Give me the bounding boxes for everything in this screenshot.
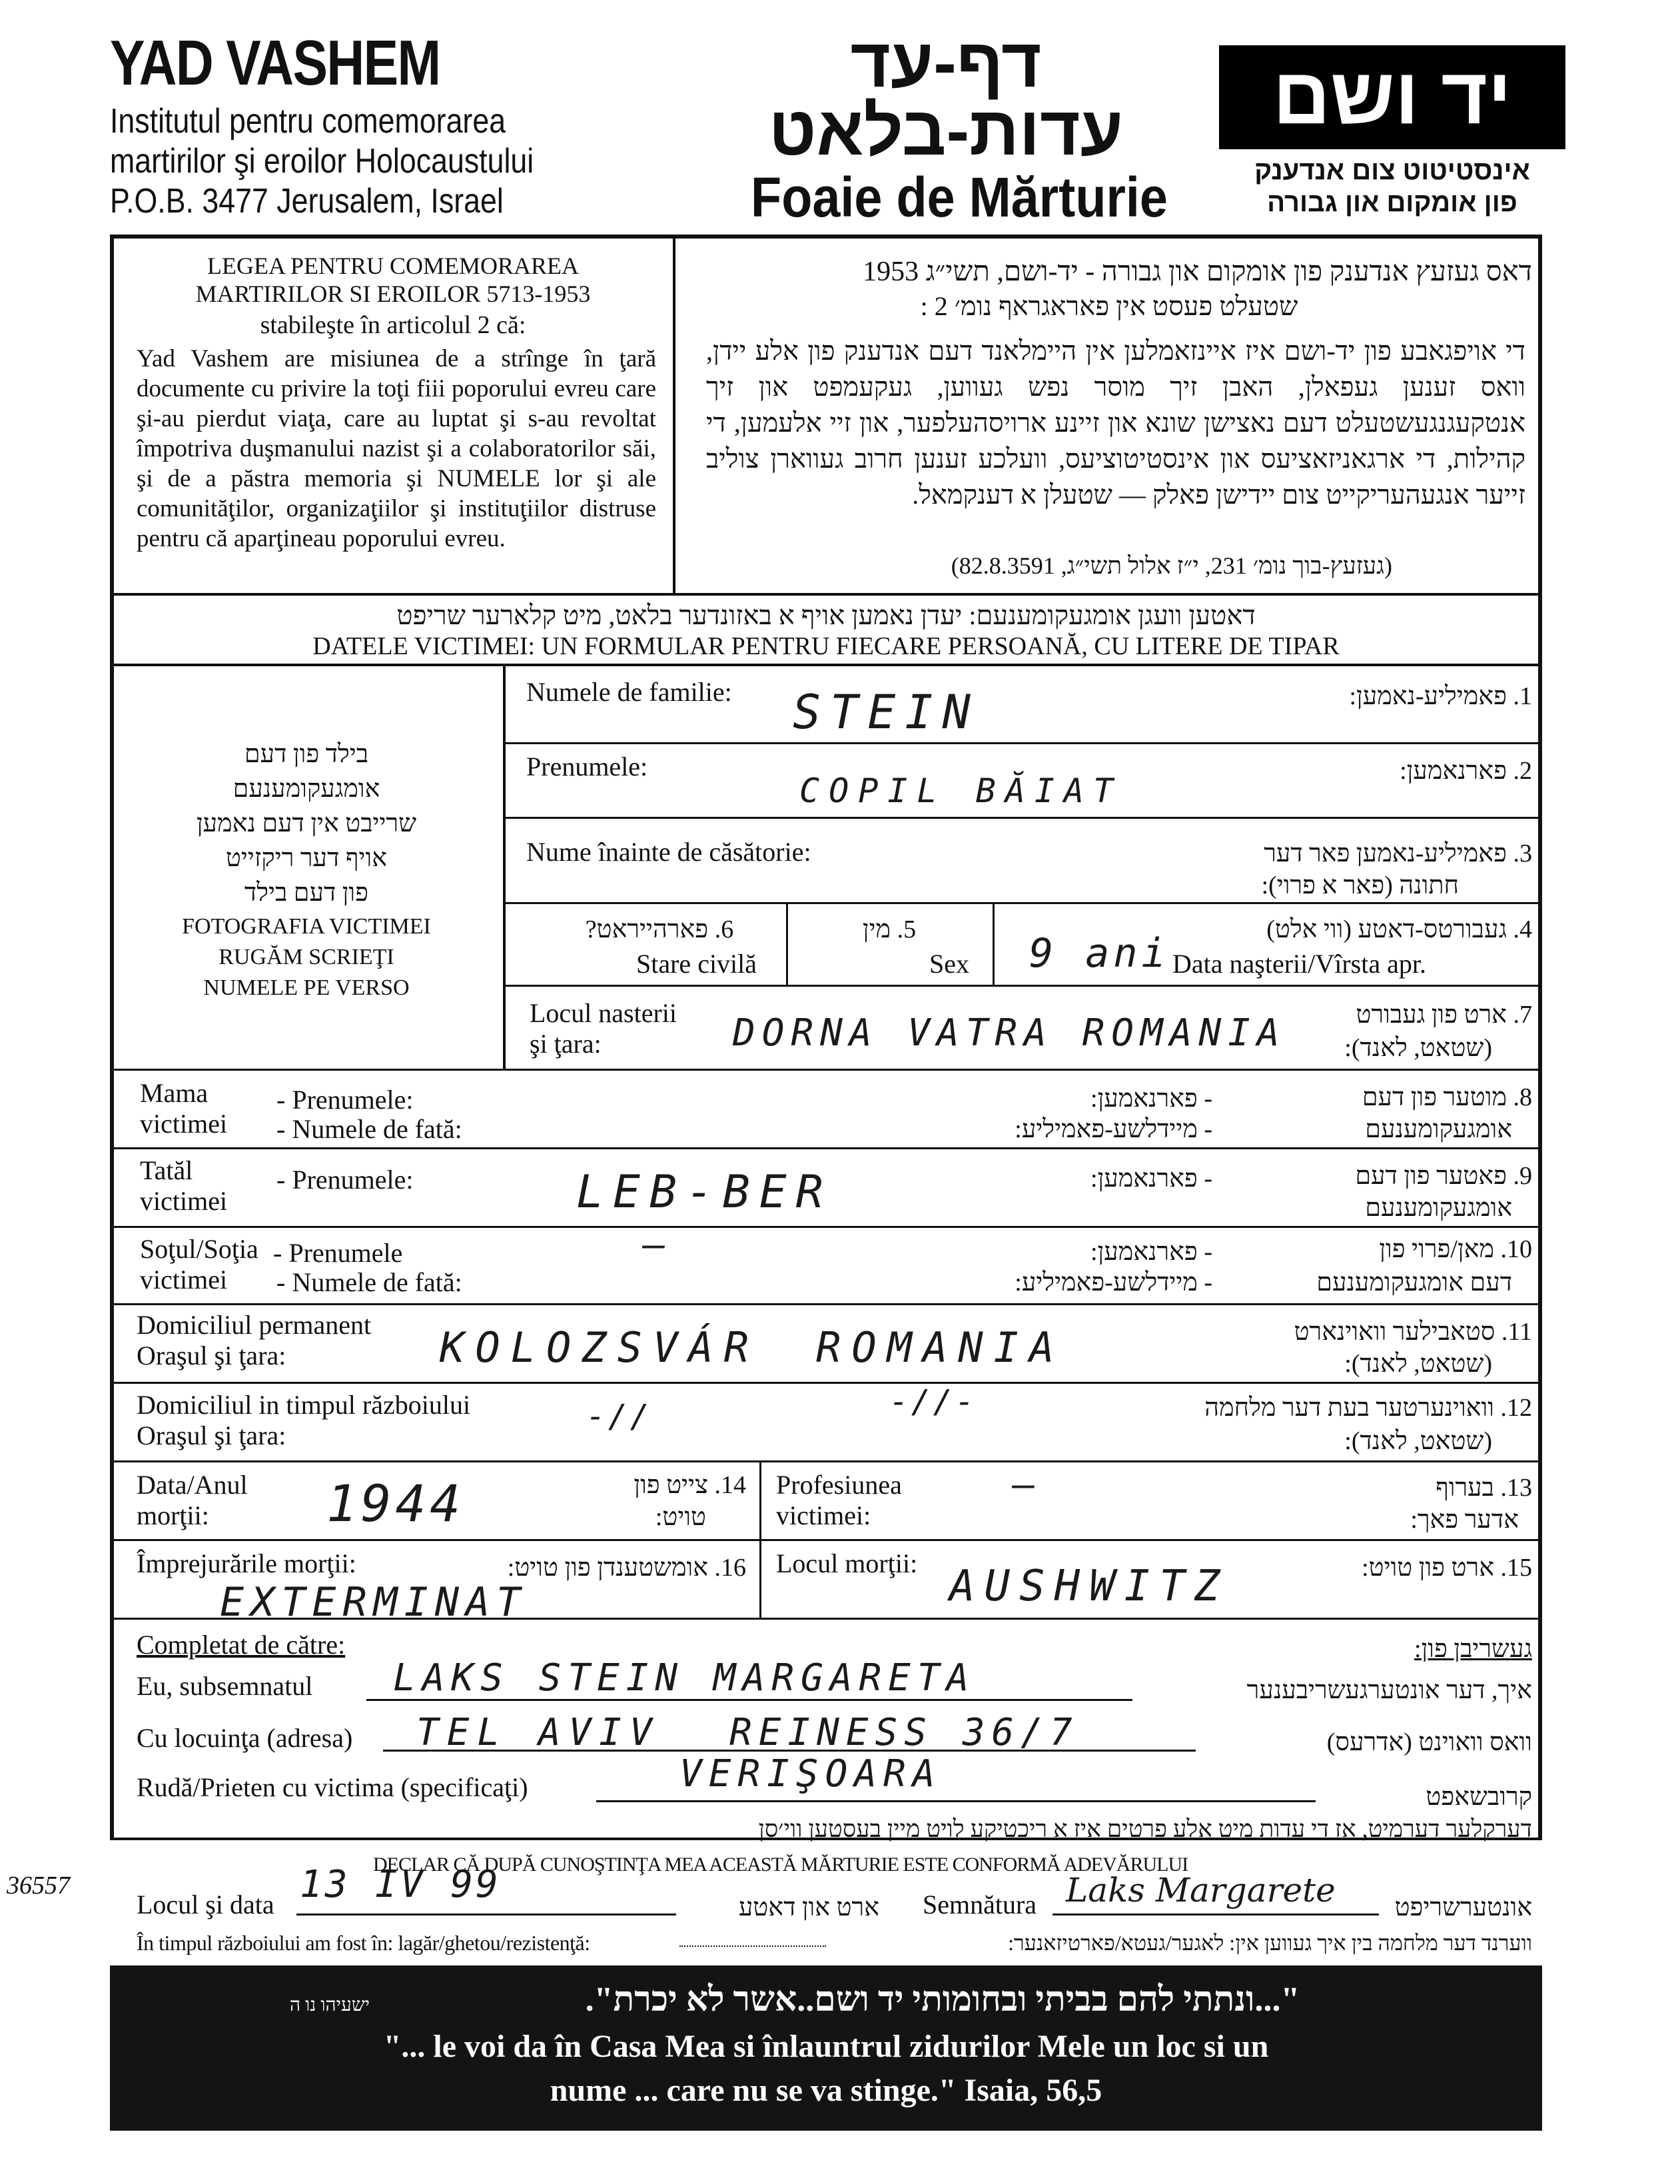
f11-label-ro-1: Domiciliul permanent — [137, 1310, 372, 1340]
f8-label-yi-a: - פארנאמען: — [1090, 1085, 1212, 1113]
f10-value[interactable]: — — [643, 1223, 665, 1267]
law-ro-title-3: stabileşte în articolul 2 că: — [260, 311, 526, 339]
f8-label-ro-a: Mama — [140, 1078, 209, 1108]
subsemnatul-value[interactable]: LAKS STEIN MARGARETA — [393, 1656, 976, 1700]
footer-ro-quote-2: nume ... care nu se va stinge." Isaia, 56,5 — [550, 2073, 1102, 2108]
footer-hebrew-quote: "...ונתתי להם בביתי ובחומותי יד ושם..אשר לא יכרת". — [585, 1981, 1300, 2019]
f16-label-ro: Împrejurările morţii: — [137, 1548, 356, 1578]
footer-hebrew-ref: ישעיהו נו ה — [290, 1995, 370, 2015]
yiddish-title-1: דף-עד — [850, 25, 1042, 102]
f7-label-yi-1: 7. ארט פון געבורט — [1356, 1001, 1532, 1029]
f3-label-yi-1: 3. פאמיליע-נאמען פאר דער — [1264, 839, 1532, 867]
f1-value[interactable]: STEIN — [793, 685, 980, 740]
f11-label-ro-2: Oraşul şi ţara: — [137, 1341, 286, 1370]
f12-label-ro-2: Oraşul şi ţara: — [137, 1420, 286, 1450]
place-date-value[interactable]: 13 IV 99 — [300, 1863, 501, 1906]
f12-value-a[interactable]: -// — [586, 1398, 652, 1435]
photo-yi-line-2: אומגעקומענעם — [232, 775, 380, 803]
f9-label-ro-c: - Prenumele: — [276, 1165, 414, 1195]
org-name: YAD VASHEM — [110, 27, 440, 99]
f8-label-ro-c: - Prenumele: — [276, 1085, 414, 1115]
law-yi-ref: (געזעץ-בוך נומ׳ 231, י״ז אלול תשי״ג, 82.8.3591) — [951, 552, 1392, 579]
wartime-label-ro: În timpul războiului am fost în: lagăr/ghetou/rezistenţă: — [137, 1931, 590, 1955]
f15-label-ro: Locul morţii: — [776, 1548, 918, 1578]
f10-label-yi-b: - מיידלשע-פאמיליע: — [1015, 1269, 1212, 1297]
f5-label-yi: 5. מין — [862, 915, 917, 943]
address-label: Cu locuinţa (adresa) — [137, 1723, 353, 1753]
declare-yi: דערקלער דערמיט, אז די עדות מיט אלע פרטים איז א ריכטיקע לויט מיין בעסטען ווי׳סן — [758, 1816, 1532, 1842]
f2-label-yi: 2. פארנאמען: — [1400, 757, 1532, 785]
declare-ro: DECLAR CĂ DUPĂ CUNOŞTINŢA MEA ACEASTĂ MĂRTURIE ESTE CONFORMĂ ADEVĂRULUI — [373, 1854, 1188, 1876]
f8-label-ro-d: - Numele de fată: — [276, 1114, 462, 1144]
signature-value[interactable]: Laks Margarete — [1066, 1871, 1336, 1910]
f6-label-ro: Stare civilă — [636, 949, 757, 979]
f10-label-ro-b: victimei — [140, 1265, 228, 1295]
f10-label-yi-a: - פארנאמען: — [1090, 1238, 1212, 1266]
f3-label-yi-2: חתונה (פאר א פרוי): — [1261, 871, 1459, 899]
f10-label-yi-c: 10. מאן/פרוי פון — [1379, 1235, 1532, 1263]
photo-yi-line-3: שרייבט אין דעם נאמען — [196, 810, 417, 837]
f16-label-yi: 16. אומשטענדן פון טויט: — [507, 1554, 746, 1582]
f10-label-yi-d: דעם אומגעקומענעם — [1316, 1269, 1512, 1297]
margin-number: 36557 — [7, 1872, 70, 1900]
relation-line — [596, 1800, 1316, 1802]
f13-label-yi-1: 13. בערוף — [1436, 1474, 1532, 1502]
footer-ro-quote-1: "... le voi da în Casa Mea si înlauntrul zidurilor Mele un loc si un — [383, 2029, 1269, 2064]
f8-label-yi-b: - מיידלשע-פאמיליע: — [1015, 1115, 1212, 1143]
f2-label-ro: Prenumele: — [526, 752, 648, 782]
law-yi-body: די אויפגאבע פון יד-ושם איז איינזאמלען אין היימלאנד דעם אנדענק פון אלע יידן, וואס זענען געפאלן, האבן זיך מוסר נפש געווען, געקעמפט און זיך אנטקעגנגעשטעלט דעם נאצישן שונא און זיינע ארויסהעלפער, און זיי אלעמען, די קהילות, די ארגאניזאציעס און אינסטיטוציעס, וועלכע זענען חרוב געווארן צוליב זייער אנגעהעריקייט צום יידישן פאלק — שטעלן א דענקמאל. — [706, 336, 1525, 510]
f14-value[interactable]: 1944 — [326, 1474, 465, 1533]
f12-value-b[interactable]: -//- — [889, 1383, 977, 1420]
f15-label-yi: 15. ארט פון טויט: — [1362, 1554, 1532, 1582]
yad-vashem-logo — [1219, 45, 1565, 149]
f12-label-yi-1: 12. וואוינערטער בעת דער מלחמה — [1204, 1394, 1532, 1422]
victim-header-ro: DATELE VICTIMEI: UN FORMULAR PENTRU FIECARE PERSOANĂ, CU LITERE DE TIPAR — [312, 632, 1340, 660]
f4-value[interactable]: 9 ani — [1029, 930, 1170, 977]
relation-label: Rudă/Prieten cu victima (specificaţi) — [137, 1772, 528, 1802]
f14-label-ro-2: morţii: — [137, 1500, 209, 1530]
wartime-label-yi: ווערנד דער מלחמה בין איך געווען אין: לאגער/געטא/פארטיזאנער: — [1008, 1931, 1532, 1955]
f7-label-ro-1: Locul nasterii — [530, 998, 677, 1028]
f8-label-ro-b: victimei — [140, 1109, 228, 1139]
f15-value[interactable]: AUSHWITZ — [949, 1562, 1230, 1611]
place-date-line — [296, 1913, 676, 1915]
f13-label-yi-2: אדער פאך: — [1410, 1506, 1519, 1534]
address-street-value[interactable]: REINESS 36/7 — [729, 1711, 1079, 1754]
f13-value[interactable]: — — [1013, 1463, 1035, 1506]
victim-header-yi: דאטען וועגן אומגעקומענעם: יעדן נאמען אויף א באזונדער בלאט, מיט קלארער שריפט — [396, 600, 1256, 630]
photo-box-yi — [120, 737, 493, 910]
law-yi-title-2: שטעלט פעסט אין פאראגראף נומ׳ 2 : — [920, 291, 1298, 321]
address-label-yi: וואס וואוינט (אדרעס) — [1326, 1728, 1532, 1756]
law-yi-title-1: דאס געזעץ אנדענק פון אומקום און גבורה - יד-ושם, תשי״ג 1953 — [863, 257, 1532, 287]
f11-value-city[interactable]: KOLOZSVÁR — [440, 1323, 759, 1372]
f9-label-ro-a: Tatăl — [140, 1155, 193, 1185]
f14-label-ro-1: Data/Anul — [137, 1470, 248, 1500]
f4-label-ro: Data naşterii/Vîrsta apr. — [1172, 949, 1426, 979]
f3-label-ro: Nume înainte de căsătorie: — [526, 837, 811, 867]
f4-label-yi: 4. געבורטס-דאטע (ווי אלט) — [1266, 915, 1532, 943]
photo-ro-line-3: NUMELE PE VERSO — [203, 975, 410, 1000]
address-city-value[interactable]: TEL AVIV — [416, 1711, 660, 1754]
f9-label-yi-d: אומגעקומענעם — [1365, 1194, 1512, 1222]
place-date-label: Locul şi data — [137, 1890, 274, 1919]
f7-label-yi-2: (שטאט, לאנד): — [1344, 1034, 1492, 1062]
photo-yi-line-1: בילד פון דעם — [244, 740, 369, 768]
f7-value[interactable]: DORNA VATRA ROMANIA — [733, 1011, 1286, 1055]
f1-label-yi: 1. פאמיליע-נאמען: — [1349, 682, 1532, 710]
signature-label-yi: אונטערשריפט — [1394, 1894, 1532, 1921]
f1-label-ro: Numele de familie: — [526, 677, 732, 707]
f9-label-yi-a: - פארנאמען: — [1090, 1165, 1212, 1193]
f6-label-yi: 6. פארהייראט? — [585, 915, 734, 943]
relation-value[interactable]: VERIŞOARA — [679, 1752, 942, 1796]
f16-value[interactable]: EXTERMINAT — [220, 1579, 528, 1626]
romanian-title: Foaie de Mărturie — [751, 166, 1168, 229]
completed-by-label: Completat de către: — [137, 1630, 346, 1660]
footer-quote-band — [110, 1965, 1542, 2131]
f7-label-ro-2: şi ţara: — [530, 1029, 602, 1059]
logo-text: יד ושם — [1272, 51, 1512, 141]
photo-ro-line-2: RUGĂM SCRIEŢI — [218, 945, 394, 969]
f13-label-ro-1: Profesiunea — [776, 1470, 902, 1500]
f11-label-yi-1: 11. סטאבילער וואוינארט — [1294, 1318, 1532, 1346]
law-ro-title-2: MARTIRILOR SI EROILOR 5713-1953 — [195, 280, 591, 307]
f9-label-ro-b: victimei — [140, 1186, 228, 1216]
f8-label-yi-d: אומגעקומענעם — [1365, 1115, 1512, 1143]
signature-line — [1052, 1913, 1379, 1915]
photo-box-ro — [120, 911, 493, 1003]
yiddish-org-line-1: אינסטיטוט צום אנדענק — [1254, 156, 1530, 185]
place-date-label-yi: ארט און דאטע — [738, 1894, 879, 1921]
f2-value[interactable]: COPIL BĂIAT — [799, 772, 1123, 810]
org-address: P.O.B. 3477 Jerusalem, Israel — [110, 182, 504, 221]
law-ro-title-1: LEGEA PENTRU COMEMORAREA — [207, 253, 580, 279]
f9-value[interactable]: LEB-BER — [576, 1166, 833, 1219]
f5-label-ro: Sex — [929, 949, 969, 979]
wartime-dotted-line — [679, 1945, 826, 1947]
photo-ro-line-1: FOTOGRAFIA VICTIMEI — [182, 914, 431, 939]
yiddish-title-2: עדות-בלאט — [769, 93, 1123, 170]
f12-label-yi-2: (שטאט, לאנד): — [1344, 1427, 1492, 1455]
f12-label-ro-1: Domiciliul in timpul războiului — [137, 1390, 471, 1420]
yiddish-org-line-2: פון אומקום און גבורה — [1267, 188, 1517, 217]
signature-label: Semnătura — [923, 1890, 1037, 1919]
f11-label-yi-2: (שטאט, לאנד): — [1344, 1350, 1492, 1378]
completed-by-label-yi: געשריבן פון: — [1414, 1635, 1532, 1663]
photo-yi-line-5: פון דעם בילד — [244, 879, 369, 907]
f13-label-ro-2: victimei: — [776, 1500, 871, 1530]
f10-label-ro-c: - Prenumele — [273, 1238, 403, 1268]
f14-label-yi-2: טויט: — [655, 1503, 706, 1531]
subsemnatul-label-yi: איך, דער אונטערגעשריבענער — [1246, 1676, 1532, 1704]
org-subtitle-2: martirilor şi eroilor Holocaustului — [110, 142, 534, 181]
f10-label-ro-d: - Numele de fată: — [276, 1267, 462, 1297]
subsemnatul-label: Eu, subsemnatul — [137, 1671, 313, 1701]
f14-label-yi-1: 14. צייט פון — [633, 1471, 746, 1499]
f8-label-yi-c: 8. מוטער פון דעם — [1362, 1083, 1532, 1111]
f10-label-ro-a: Soţul/Soţia — [140, 1234, 258, 1264]
law-ro-body: Yad Vashem are misiunea de a strînge în ţară documente cu privire la toţi fiii poporului evreu care şi-au pierdut viaţa, care au luptat şi s-au revoltat împotriva duşmanului nazist şi a colaboratorilor săi, şi de a păstra memoria şi NUMELE lor şi ale comunităţilor, organizaţiilor şi instituţiilor distruse pentru că aparţineau poporului evreu. — [137, 345, 656, 552]
f9-label-yi-c: 9. פאטער פון דעם — [1355, 1162, 1532, 1190]
relation-label-yi: קרובשאפט — [1426, 1783, 1532, 1811]
f11-value-country[interactable]: ROMANIA — [816, 1323, 1065, 1372]
org-subtitle-1: Institutul pentru comemorarea — [110, 102, 506, 141]
photo-yi-line-4: אויף דער ריקזייט — [225, 844, 388, 872]
